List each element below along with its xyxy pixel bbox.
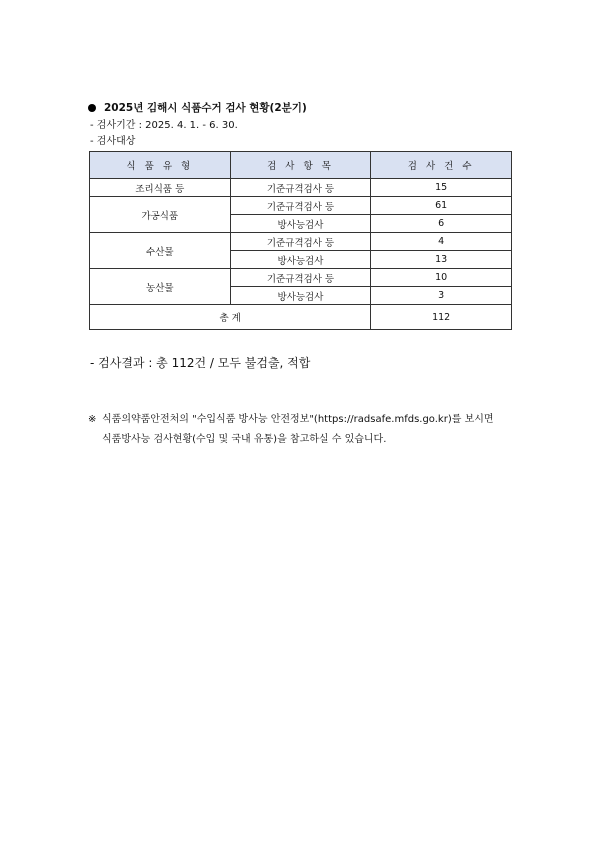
table-header-row (90, 152, 512, 179)
header-inspection-count: 검 사 건 수 (371, 152, 512, 179)
inspection-count-cell: 15 (371, 179, 512, 197)
table-row (90, 269, 512, 287)
inspection-item-cell: 방사능검사 (230, 287, 371, 305)
table-row (90, 233, 512, 251)
inspection-count-cell: 10 (371, 269, 512, 287)
inspection-count-cell: 13 (371, 251, 512, 269)
table-total-row (90, 305, 512, 330)
inspection-count-cell: 3 (371, 287, 512, 305)
reference-note-line-2: 식품방사능 검사현황(수입 및 국내 유통)을 참고하실 수 있습니다. (102, 434, 387, 445)
inspection-item-cell: 방사능검사 (230, 215, 371, 233)
total-label-cell: 총 계 (90, 305, 371, 330)
section-title (88, 100, 307, 115)
inspection-count-cell: 4 (371, 233, 512, 251)
header-food-type: 식 품 유 형 (90, 152, 231, 179)
inspection-target-label: - 검사대상 (90, 136, 136, 147)
inspection-item-cell: 기준규격검사 등 (230, 269, 371, 287)
inspection-item-cell: 방사능검사 (230, 251, 371, 269)
food-type-cell: 가공식품 (90, 197, 231, 233)
inspection-table (89, 151, 512, 330)
inspection-period: - 검사기간 : 2025. 4. 1. - 6. 30. (90, 120, 238, 131)
section-title-text: 2025년 김해시 식품수거 검사 현황(2분기) (104, 102, 307, 114)
inspection-count-cell: 6 (371, 215, 512, 233)
inspection-result: - 검사결과 : 총 112건 / 모두 불검출, 적합 (90, 356, 311, 370)
food-type-cell: 조리식품 등 (90, 179, 231, 197)
table-row (90, 197, 512, 215)
reference-note (88, 410, 518, 450)
food-type-cell: 수산물 (90, 233, 231, 269)
inspection-count-cell: 61 (371, 197, 512, 215)
header-inspection-item: 검 사 항 목 (230, 152, 371, 179)
inspection-item-cell: 기준규격검사 등 (230, 197, 371, 215)
food-type-cell: 농산물 (90, 269, 231, 305)
reference-mark: ※ (88, 414, 97, 425)
total-count-cell: 112 (371, 305, 512, 330)
table-row (90, 179, 512, 197)
bullet-icon (88, 104, 96, 112)
inspection-item-cell: 기준규격검사 등 (230, 179, 371, 197)
reference-note-line-1: 식품의약품안전처의 "수입식품 방사능 안전정보"(https://radsafe.mfds.go.kr)를 보시면 (102, 414, 494, 425)
inspection-item-cell: 기준규격검사 등 (230, 233, 371, 251)
